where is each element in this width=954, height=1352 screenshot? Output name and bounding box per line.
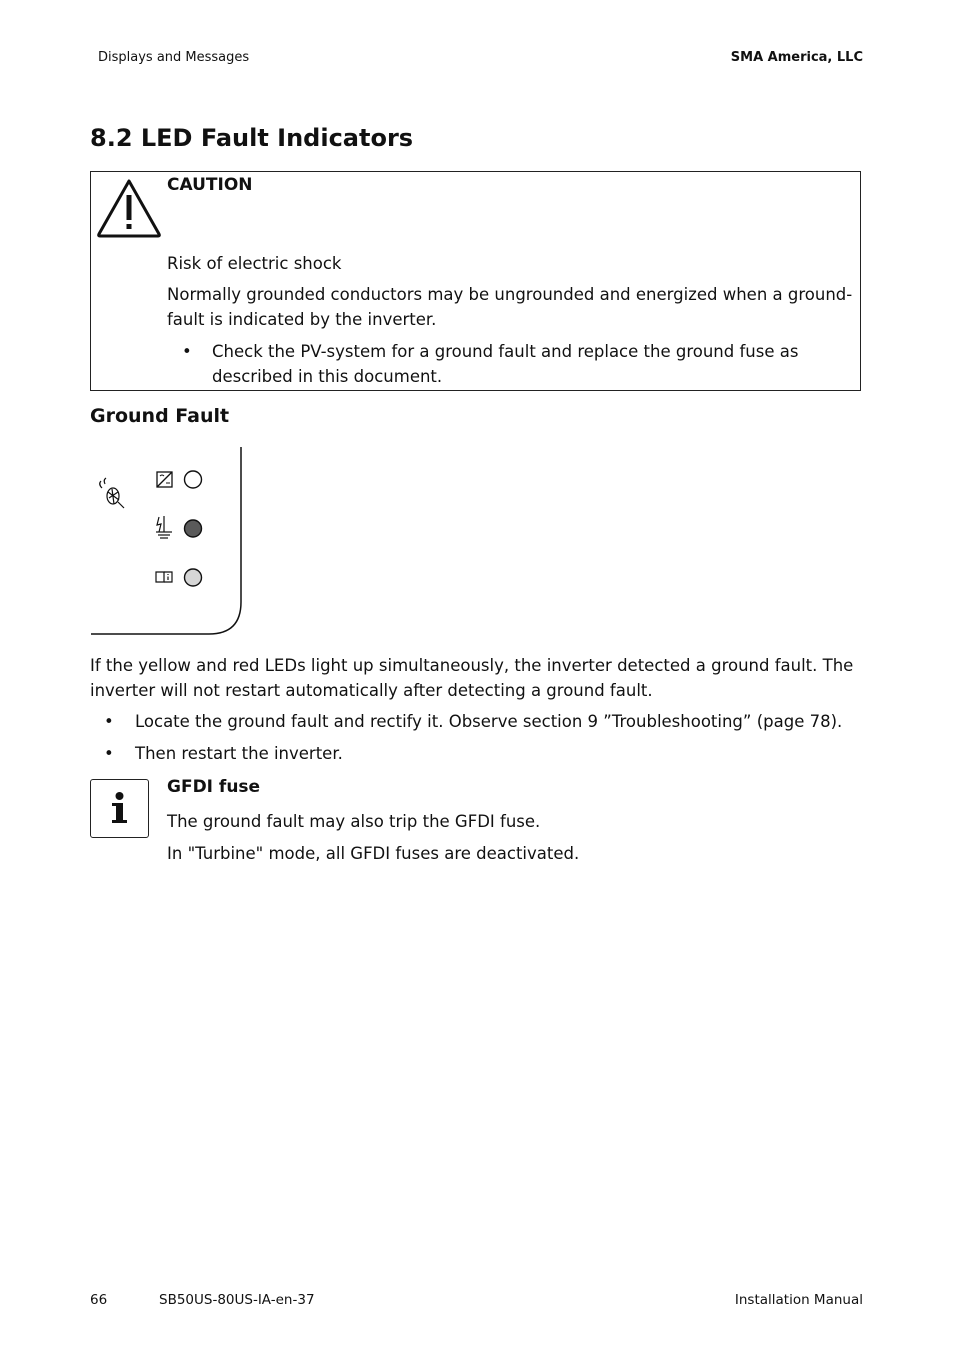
warning-triangle-icon	[96, 178, 162, 238]
header-section-name: Displays and Messages	[98, 50, 250, 65]
caution-title: CAUTION	[167, 175, 253, 195]
info-icon	[90, 779, 149, 838]
inverter-symbol-icon	[157, 472, 172, 487]
caution-bullet: Check the PV-system for a ground fault and replace the ground fuse as described in this document.	[212, 342, 799, 386]
led-operation-off	[185, 471, 202, 488]
book-symbol-icon	[156, 572, 172, 582]
led-fault-yellow	[185, 569, 202, 586]
manual-name: Installation Manual	[734, 1292, 863, 1308]
bullet-marker: •	[104, 744, 114, 763]
bullet-marker: •	[104, 712, 114, 731]
info-line-1: The ground fault may also trip the GFDI fuse.	[167, 812, 541, 831]
ground-fault-paragraph: If the yellow and red LEDs light up simultaneously, the inverter detected a ground fault. The inverter will not restart automatically after detecting a ground fault.	[90, 656, 854, 700]
led-ground-fault-red	[185, 520, 202, 537]
ground-fault-bullet-2: Then restart the inverter.	[135, 744, 343, 763]
section-title: 8.2 LED Fault Indicators	[90, 124, 414, 152]
ground-fault-bullet-1: Locate the ground fault and rectify it. Observe section 9 ”Troubleshooting” (page 78).	[135, 712, 843, 731]
info-line-2: In "Turbine" mode, all GFDI fuses are deactivated.	[167, 844, 580, 863]
ground-fault-title: Ground Fault	[90, 405, 230, 427]
caution-risk: Risk of electric shock	[167, 254, 342, 273]
tap-hand-icon	[100, 478, 124, 508]
led-panel-diagram	[88, 444, 248, 640]
caution-text: Normally grounded conductors may be ungrounded and energized when a ground-fault is indicated by the inverter.	[167, 285, 853, 329]
header-company: SMA America, LLC	[730, 50, 863, 65]
document-id: SB50US-80US-IA-en-37	[159, 1292, 315, 1308]
page-number: 66	[90, 1292, 108, 1308]
ground-fault-symbol-icon	[156, 516, 172, 538]
bullet-marker: •	[182, 342, 192, 361]
info-title: GFDI fuse	[167, 777, 261, 797]
